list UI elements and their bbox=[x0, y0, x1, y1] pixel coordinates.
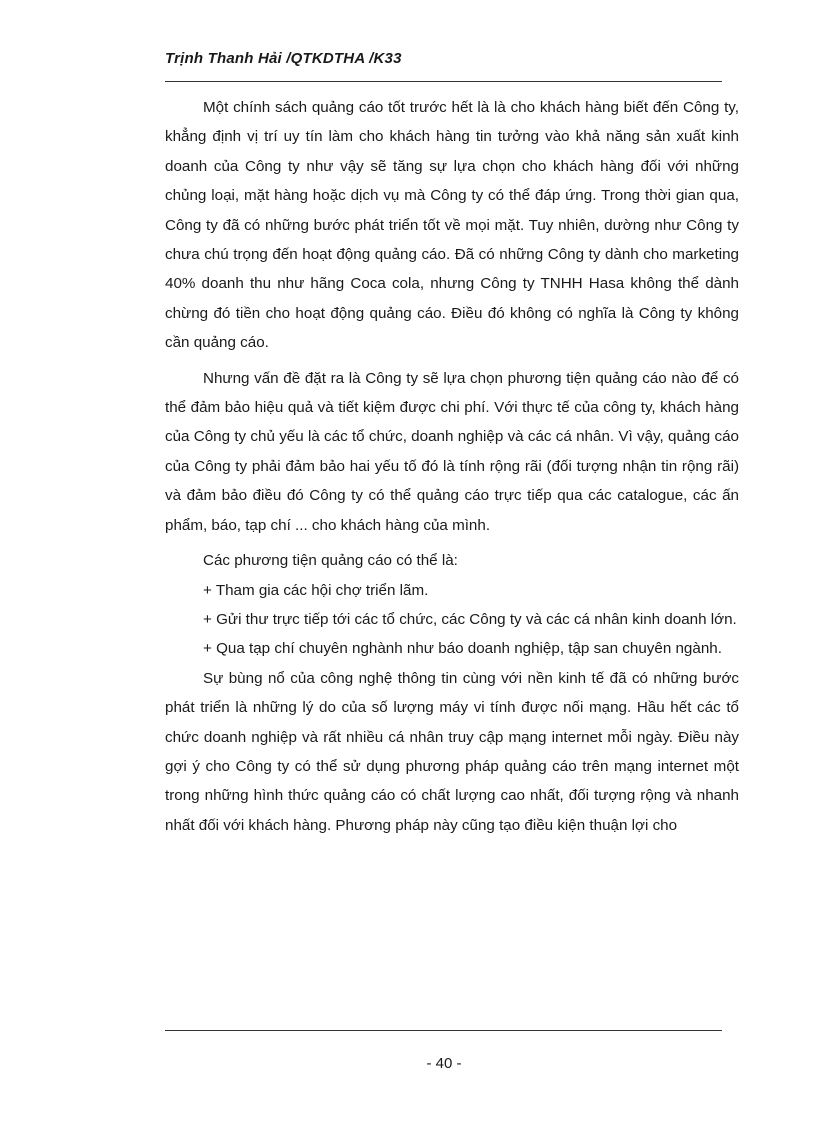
header-rule bbox=[165, 81, 722, 82]
footer-rule bbox=[165, 1030, 722, 1031]
page-number: - 40 - bbox=[426, 1055, 462, 1072]
list-item: + Gửi thư trực tiếp tới các tổ chức, các Công ty và các cá nhân kinh doanh lớn. bbox=[203, 610, 737, 628]
list-item: + Qua tạp chí chuyên nghành như báo doanh nghiệp, tập san chuyên ngành. bbox=[203, 640, 722, 658]
body-text bbox=[165, 93, 739, 840]
paragraph-intro: Một chính sách quảng cáo tốt trước hết là là cho khách hàng biết đến Công ty, khẳng định vị trí uy tín làm cho khách hàng tin tưởng vào khả năng sản xuất kinh doanh của Công ty như vậy sẽ tăng sự lựa chọn cho khách hàng đối với những chủng loại, mặt hàng hoặc dịch vụ mà Công ty có thể đáp ứng. Trong thời gian qua, Công ty đã có những bước phát triển tốt về mọi mặt. Tuy nhiên, dường như Công ty chưa chú trọng đến hoạt động quảng cáo. Đã có những Công ty dành cho marketing 40% doanh thu như hãng Coca cola, nhưng Công ty TNHH Hasa không thể dành chừng đó tiền cho hoạt động quảng cáo. Điều đó không có nghĩa là Công ty không cần quảng cáo. bbox=[165, 99, 739, 352]
list-heading: Các phương tiện quảng cáo có thể là: bbox=[203, 552, 458, 570]
running-header: Trịnh Thanh Hải /QTKDTHA /K33 bbox=[165, 50, 402, 67]
paragraph-media-choice: Nhưng vấn đề đặt ra là Công ty sẽ lựa chọn phương tiện quảng cáo nào để có thể đảm bảo hiệu quả và tiết kiệm được chi phí. Với thực tế của công ty, khách hàng của Công ty chủ yếu là các tổ chức, doanh nghiệp và các cá nhân. Vì vậy, quảng cáo của Công ty phải đảm bảo hai yếu tố đó là tính rộng rãi (đối tượng nhận tin rộng rãi) và đảm bảo điều đó Công ty có thể quảng cáo trực tiếp qua các catalogue, các ấn phẩm, báo, tạp chí ... cho khách hàng của mình. bbox=[165, 369, 739, 534]
paragraph-internet: Sự bùng nổ của công nghệ thông tin cùng với nền kinh tế đã có những bước phát triển là những lý do của số lượng máy vi tính được nối mạng. Hầu hết các tổ chức doanh nghiệp và rất nhiều cá nhân truy cập mạng internet mỗi ngày. Điều này gợi ý cho Công ty có thể sử dụng phương pháp quảng cáo trên mạng internet một trong những hình thức quảng cáo có chất lượng cao nhất, đối tượng rộng và nhanh nhất đối với khách hàng. Phương pháp này cũng tạo điều kiện thuận lợi cho bbox=[165, 669, 739, 834]
list-item: + Tham gia các hội chợ triển lãm. bbox=[203, 581, 429, 599]
